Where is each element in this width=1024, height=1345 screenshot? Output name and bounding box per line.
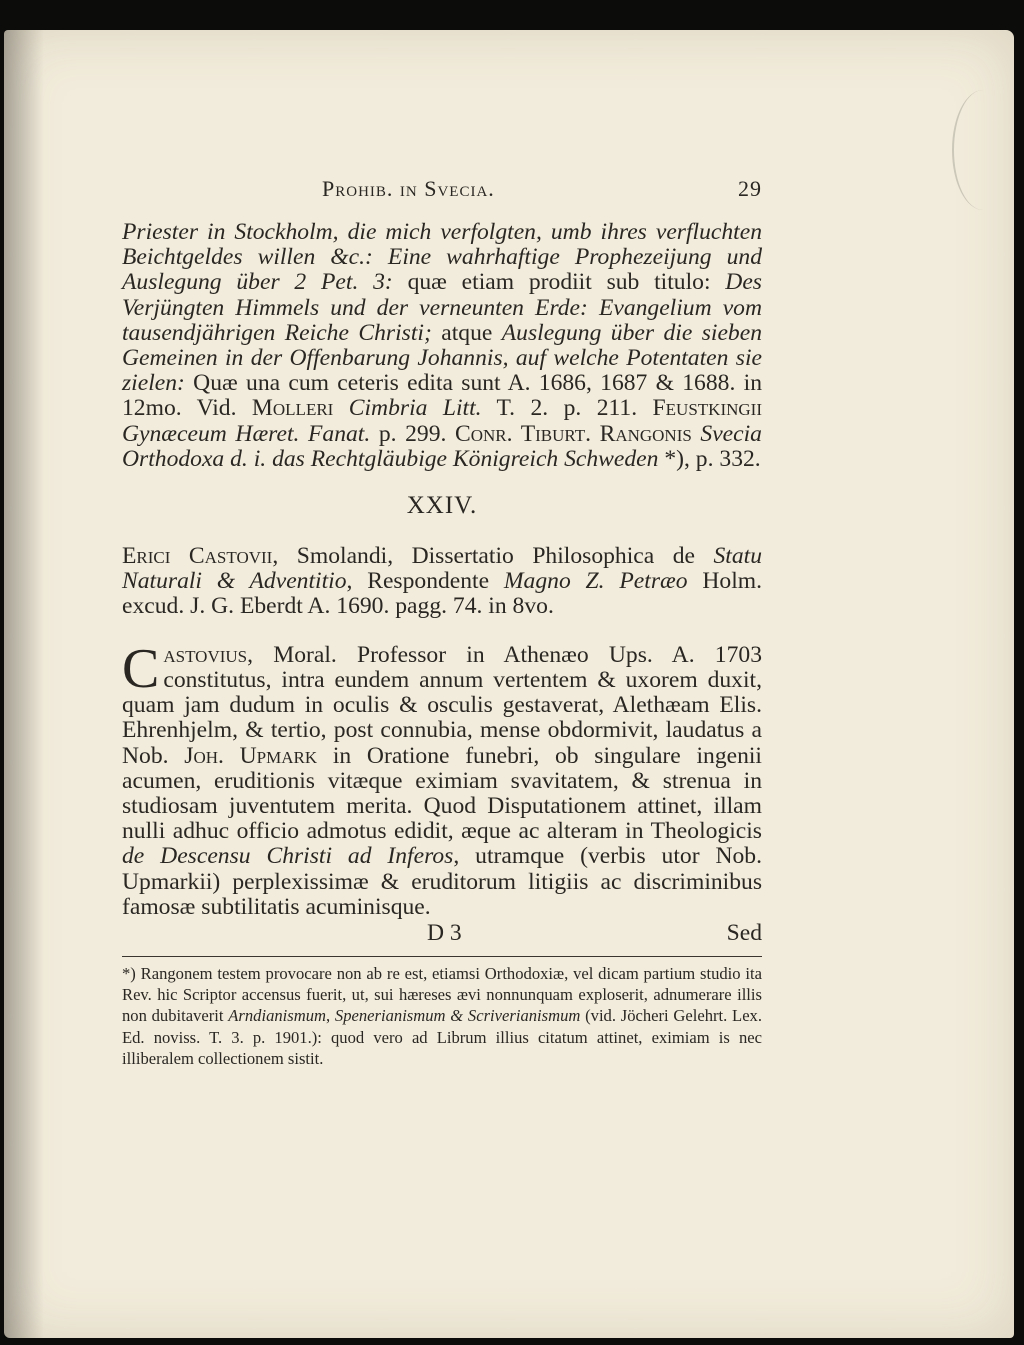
ref-svecia: *), p. 332. — [658, 445, 761, 472]
footnote — [122, 963, 762, 1069]
entry-text-2: , Respondente — [346, 567, 504, 594]
ref-gynaeceum: p. 299. — [370, 420, 456, 447]
catchword: Sed — [726, 920, 762, 947]
entry-text-1: , Smolandi, Dissertatio Philosophica de — [272, 542, 714, 569]
author-feustking: Feustkingii — [652, 395, 762, 422]
author-rango: Conr. Tiburt. Rangonis — [455, 420, 692, 447]
work-descensu: de Descensu Christi ad Inferos — [122, 843, 454, 870]
signature-row — [122, 920, 762, 946]
footnote-rule — [122, 956, 762, 957]
bio-text-1: , Moral. Professor in Athenæo Ups. A. 1703 constitutus, intra eundem annum vertentem & uxorem duxit, quam jam dudum in oculis & osculis gestaverat, Alethæam Elis. Ehrenhjelm, & tertio, post connubia, mense obdormivit, laudatus a Nob. — [122, 641, 762, 769]
author-molleri: Molleri — [251, 395, 334, 422]
latin-text-1: quæ etiam prodiit sub titulo: — [392, 269, 726, 296]
footnote-spenerianismum: Spenerianismum & Scriverianismum — [334, 1006, 581, 1026]
latin-text-2: atque — [431, 319, 502, 346]
entry-author: Erici Castovii — [122, 542, 273, 569]
work-svecia: Svecia Orthodoxa d. i. das Rechtgläubige Königreich Schweden — [122, 420, 762, 472]
upmark-name: Joh. Upmark — [184, 742, 318, 769]
book-page — [4, 30, 1014, 1338]
ref-cimbria: T. 2. p. 211. — [481, 395, 653, 422]
work-cimbria: Cimbria Litt. — [333, 395, 482, 422]
signature-mark: D 3 — [426, 920, 462, 947]
drop-cap: C — [122, 637, 160, 700]
footnote-text-2: (vid. Jöcheri Gelehrt. Lex. Ed. noviss. T. 3. p. 1901.): quod vero ad Librum illius citatum attinet, eximiam is nec illiberalem collectionem sistit. — [122, 1006, 762, 1068]
footnote-comma: , — [326, 1006, 335, 1026]
text-block — [122, 142, 762, 1069]
bio-text-3: , utramque (verbis utor Nob. Upmarkii) perplexissimæ & eruditorum litigiis ac discriminibus famosæ subtilitatis acuminisque. — [122, 843, 762, 920]
entry-title: Statu Naturali & Adventitio — [122, 542, 763, 594]
paragraph-1 — [122, 220, 762, 472]
entry-heading — [122, 544, 762, 620]
entry-imprint: Holm. excud. J. G. Eberdt A. 1690. pagg. 74. in 8vo. — [122, 567, 762, 620]
latin-text-3: Quæ una cum ceteris edita sunt A. 1686, 1687 & 1688. in 12mo. Vid. — [122, 370, 762, 422]
page-number: 29 — [738, 176, 762, 201]
bio-text-2: in Oratione funebri, ob singulare ingenii acumen, eruditionis vitæque eximiam svavitatem, & strenua in studiosam juventutem merita. Quod Disputationem attinet, illam nulli adhuc officio admotus edidit, æque ac alteram in Theologicis — [122, 742, 762, 845]
footnote-arndianismum: Arndianismum — [228, 1006, 326, 1026]
section-number: XXIV. — [406, 492, 478, 520]
castovius-name: astovius — [163, 641, 248, 668]
running-head-title: Prohib. in Svecia. — [322, 176, 495, 201]
german-title-1: Priester in Stockholm, die mich verfolgten, umb ihres verfluchten Beichtgeldes willen &c.: Eine wahrhaftige Prophezeijung und Auslegung über 2 Pet. 3: — [122, 219, 762, 296]
paragraph-2 — [122, 637, 762, 920]
german-title-2: Des Verjüngten Himmels und der verneunten Erde: Evangelium vom tausendjährigen Reiche Christi; — [122, 269, 762, 346]
german-title-3: Auslegung über die sieben Gemeinen in der Offenbarung Johannis, auf welche Potentaten sie zielen: — [122, 319, 762, 397]
running-head — [122, 176, 762, 202]
footnote-text-1: *) Rangonem testem provocare non ab re est, etiamsi Orthodoxiæ, vel dicam partium studio ita Rev. hic Scriptor accensus fuerit, ut, sui hæreses ævi nonnunquam exploserit, adnumerare illis non dubitaverit — [122, 964, 762, 1026]
work-gynaeceum: Gynæceum Hæret. Fanat. — [122, 420, 371, 447]
entry-respondent: Magno Z. Petræo — [503, 567, 688, 594]
